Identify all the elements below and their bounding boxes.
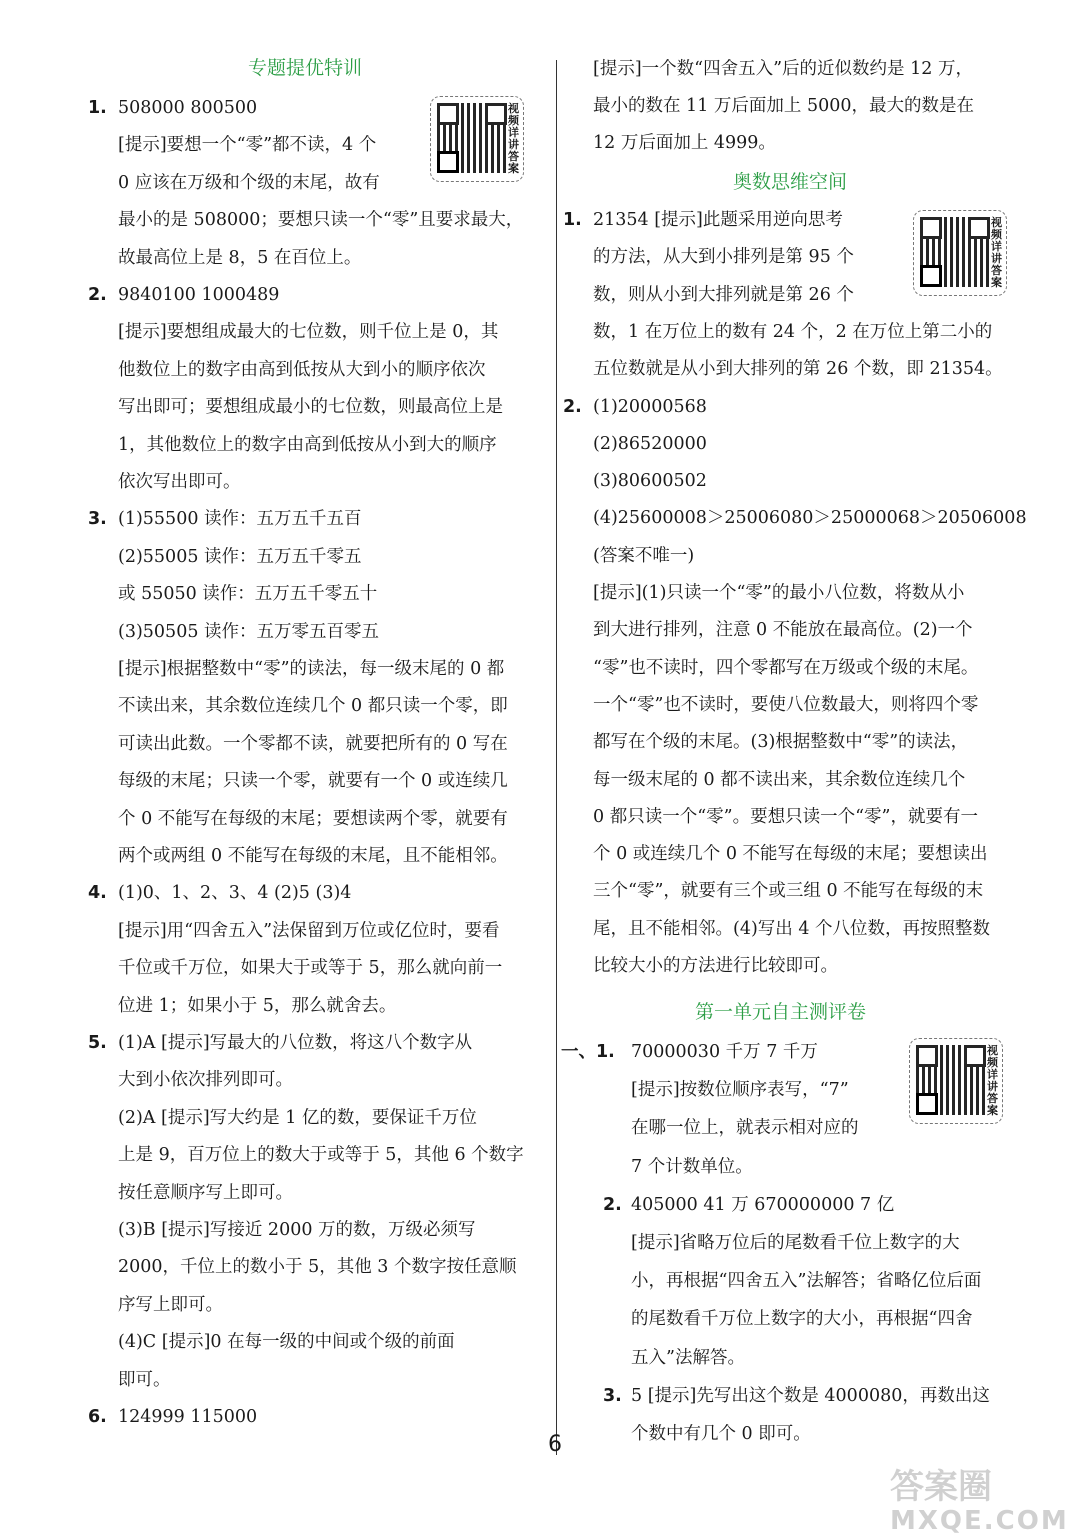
answer-text: “零”也不读时，四个零都写在万级或个级的末尾。 <box>593 657 979 678</box>
answer-text: 的尾数看千万位上数字的大小，再根据“四舍 <box>631 1309 973 1330</box>
answer-text: 0 都只读一个“零”。要想只读一个“零”，就要有一 <box>593 806 978 827</box>
answer-line <box>593 94 974 118</box>
answer-text: (1)55500 读作：五万五千五百 <box>118 509 362 530</box>
question-number: 6. <box>88 1407 107 1427</box>
answer-text: 两个或两组 0 不能写在每级的末尾，且不能相邻。 <box>118 846 508 866</box>
answer-text: 他数位上的数字由高到低按从大到小的顺序依次 <box>118 359 486 380</box>
answer-text: [提示]按数位顺序表写，“7” <box>631 1080 849 1101</box>
answer-text: 到大进行排列，注意 0 不能放在最高位。(2)一个 <box>593 620 973 641</box>
qr-code-video[interactable] <box>913 210 1007 296</box>
question-number: 一、1. <box>561 1042 615 1062</box>
answer-text: 尾，且不能相邻。(4)写出 4 个八位数，再按照整数 <box>593 918 991 939</box>
qr-code-video[interactable] <box>909 1038 1003 1124</box>
answer-text: 可读出此数。一个零都不读，就要把所有的 0 写在 <box>118 733 508 754</box>
answer-text: 最小的是 508000；要想只读一个“零”且要求最大， <box>118 210 524 231</box>
qr-caption: 视频详讲答案 <box>508 102 519 175</box>
answer-text: 比较大小的方法进行比较即可。 <box>593 956 838 976</box>
answer-text: 位进 1；如果小于 5，那么就舍去。 <box>118 995 397 1016</box>
answer-text: 五位数就是从小到大排列的第 26 个数，即 21354。 <box>593 359 1003 380</box>
answer-text: 五入”法解答。 <box>631 1347 745 1368</box>
answer-text: (1)A [提示]写最大的八位数，将这八个数字从 <box>118 1033 473 1053</box>
answer-text: (1)20000568 <box>593 396 707 417</box>
answer-text: [提示]要想一个“零”都不读，4 个 <box>118 135 377 156</box>
answer-text: 0 应该在万级和个级的末尾，故有 <box>118 172 380 193</box>
answer-text: [提示](1)只读一个“零”的最小八位数，将数从小 <box>593 583 965 603</box>
answer-text: 不读出来，其余数位连续几个 0 都只读一个零，即 <box>118 696 508 717</box>
answer-text: 的方法，从大到小排列是第 95 个 <box>593 247 854 268</box>
left-column <box>88 0 550 1536</box>
question-number: 4. <box>88 883 107 904</box>
qr-caption: 视频详讲答案 <box>987 1044 998 1117</box>
question-number: 3. <box>88 509 107 530</box>
answer-text: (4)C [提示]0 在每一级的中间或个级的前面 <box>118 1332 455 1353</box>
answer-line <box>593 57 973 81</box>
question-number: 3. <box>603 1385 622 1406</box>
question-number: 1. <box>563 210 582 230</box>
answer-text: 个 0 或连续几个 0 不能写在每级的末尾；要想读出 <box>593 844 988 865</box>
answer-text: 7 个计数单位。 <box>631 1156 753 1177</box>
answer-text: 9840100 1000489 <box>118 285 280 305</box>
answer-text: (2)86520000 <box>593 433 707 454</box>
question-number: 2. <box>603 1194 622 1215</box>
answer-text: 405000 41 万 670000000 7 亿 <box>631 1194 895 1215</box>
answer-text: 12 万后面加上 4999。 <box>593 133 776 153</box>
answer-text: 故最高位上是 8，5 在百位上。 <box>118 247 362 268</box>
answer-text: 或 55050 读作：五万五千零五十 <box>118 584 378 605</box>
column-divider <box>556 60 557 1455</box>
answer-text: (2)A [提示]写大约是 1 亿的数，要保证千万位 <box>118 1107 477 1128</box>
answer-text: 个数中有几个 0 即可。 <box>631 1424 811 1444</box>
answer-text: 写出即可；要想组成最小的七位数，则最高位上是 <box>118 397 503 418</box>
answer-text: [提示]一个数“四舍五入”后的近似数约是 12 万， <box>593 59 973 79</box>
page-number: 6 <box>548 1432 562 1457</box>
answer-text: 序写上即可。 <box>118 1294 223 1315</box>
answer-text: 在哪一位上，就表示相对应的 <box>631 1118 859 1139</box>
answer-text: (3)80600502 <box>593 471 707 492</box>
question-number: 2. <box>88 285 107 305</box>
answer-text: 一个“零”也不读时，要使八位数最大，则将四个零 <box>593 694 979 715</box>
section-heading-olympiad: 奥数思维空间 <box>733 171 848 193</box>
answer-text: [提示]省略万位后的尾数看千位上数字的大 <box>631 1233 960 1253</box>
answer-text: 即可。 <box>118 1369 171 1390</box>
answer-text: 2000，千位上的数小于 5，其他 3 个数字按任意顺 <box>118 1257 517 1278</box>
right-column <box>563 0 1033 1536</box>
answer-text: 1，其他数位上的数字由高到低按从小到大的顺序 <box>118 434 497 455</box>
answer-text: (答案不唯一) <box>593 545 695 566</box>
question-number: 5. <box>88 1033 107 1053</box>
answer-text: 都写在个级的末尾。(3)根据整数中“零”的读法， <box>593 732 969 753</box>
answer-text: 508000 800500 <box>118 98 258 118</box>
answer-text: 5 [提示]先写出这个数是 4000080，再数出这 <box>631 1385 990 1406</box>
answer-text: 上是 9，百万位上的数大于或等于 5，其他 6 个数字 <box>118 1145 524 1166</box>
answer-text: [提示]用“四舍五入”法保留到万位或亿位时，要看 <box>118 920 500 941</box>
answer-text: 数，1 在万位上的数有 24 个，2 在万位上第二小的 <box>593 321 993 342</box>
answer-text: [提示]要想组成最大的七位数，则千位上是 0，其 <box>118 322 499 343</box>
answer-text: 依次写出即可。 <box>118 472 241 492</box>
section-heading-unit-test: 第一单元自主测评卷 <box>695 1001 867 1023</box>
answer-text: 大到小依次排列即可。 <box>118 1070 293 1091</box>
answer-text: 数，则从小到大排列就是第 26 个 <box>593 284 854 305</box>
question-number: 2. <box>563 396 582 417</box>
answer-text: (3)50505 读作：五万零五百零五 <box>118 621 380 642</box>
answer-text: (4)25600008＞25006080＞25000068＞20506008 <box>593 508 1027 529</box>
qr-caption: 视频详讲答案 <box>991 216 1002 289</box>
answer-text: [提示]根据整数中“零”的读法，每一级末尾的 0 都 <box>118 659 505 679</box>
answer-text: (1)0、1、2、3、4 (2)5 (3)4 <box>118 883 352 904</box>
section-heading-special-training: 专题提优特训 <box>248 57 363 79</box>
answer-text: 三个“零”，就要有三个或三组 0 不能写在每级的末 <box>593 881 984 902</box>
question-number: 1. <box>88 98 107 118</box>
answer-text: 按任意顺序写上即可。 <box>118 1182 293 1203</box>
answer-line <box>593 131 776 155</box>
answer-text: 70000030 千万 7 千万 <box>631 1042 818 1062</box>
answer-text: 个 0 不能写在每级的末尾；要想读两个零，就要有 <box>118 808 508 829</box>
answer-text: 千位或千万位，如果大于或等于 5，那么就向前一 <box>118 958 503 979</box>
answer-text: 最小的数在 11 万后面加上 5000，最大的数是在 <box>593 96 974 116</box>
answer-text: 21354 [提示]此题采用逆向思考 <box>593 210 843 230</box>
answer-text: 124999 115000 <box>118 1407 258 1427</box>
answer-text: (2)55005 读作：五万五千零五 <box>118 546 362 567</box>
watermark-logo: 答案圈 MXQE.COM <box>890 1467 1069 1536</box>
answer-text: 每一级末尾的 0 都不读出来，其余数位连续几个 <box>593 769 966 790</box>
answer-text: (3)B [提示]写接近 2000 万的数，万级必须写 <box>118 1220 476 1240</box>
answer-text: 每级的末尾；只读一个零，就要有一个 0 或连续几 <box>118 771 508 792</box>
answer-text: 小，再根据“四舍五入”法解答；省略亿位后面 <box>631 1271 982 1292</box>
qr-code-video[interactable] <box>430 96 524 182</box>
